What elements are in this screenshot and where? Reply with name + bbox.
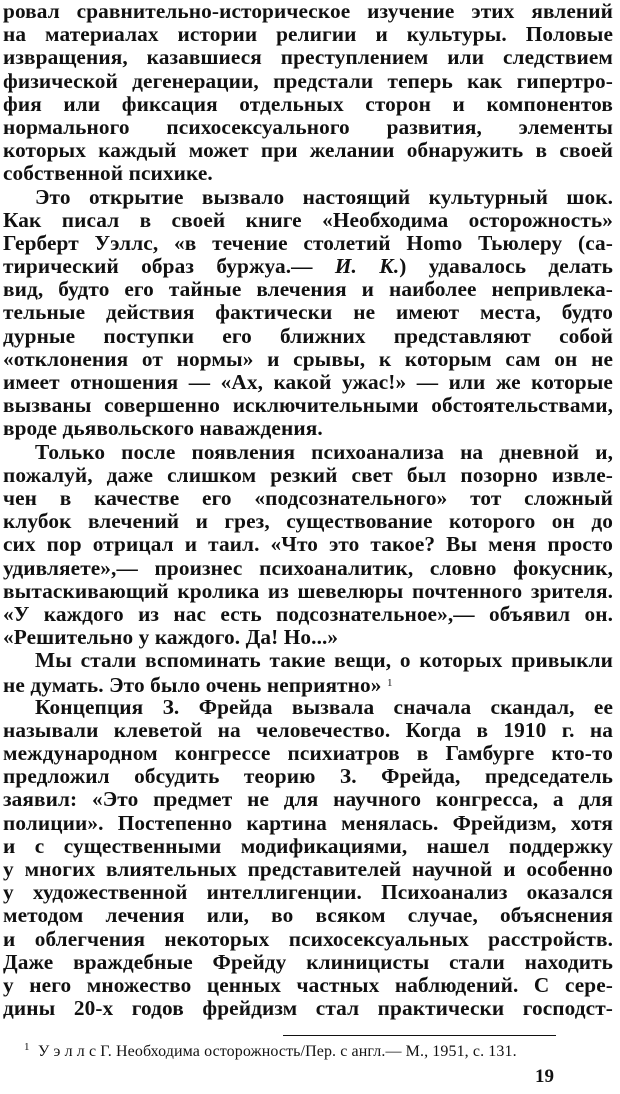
- text-line-content: вытаскивающий кролика из шевелюры почтенного зрителя.: [3, 578, 613, 603]
- text-line-content: и с существенными модификациями, нашел поддержку: [3, 833, 613, 858]
- text-line: [3, 974, 613, 997]
- text-line-content: ровал сравнительно-историческое изучение этих явлений: [3, 0, 613, 23]
- text-line-content: собственной психике.: [3, 161, 213, 186]
- text-line-content: которых каждый может при желании обнаружить в своей: [3, 138, 613, 163]
- text-line: [3, 46, 613, 69]
- text-line: [3, 93, 613, 116]
- footnote: [38, 1042, 517, 1062]
- text-line-content: тельные действия фактически не имеют места, будто: [3, 300, 613, 325]
- text-line-content: тирический образ буржуа.— И. К.) удавалось делать: [3, 254, 613, 279]
- text-line: [3, 881, 613, 904]
- text-line: [3, 232, 613, 255]
- body-text: [3, 0, 613, 1020]
- text-line: [3, 603, 613, 626]
- text-line: [3, 696, 613, 719]
- text-line-content: имеет отношения — «Ах, какой ужас!» — или же которые: [3, 370, 613, 394]
- text-line-content: удивляете»,— произнес психоаналитик, словно фокусник,: [3, 555, 613, 580]
- text-line: [3, 23, 613, 46]
- text-line: [3, 557, 613, 580]
- text-line-content: вид, будто его тайные влечения и наиболее непривлека-: [3, 277, 613, 302]
- text-line: [3, 765, 613, 788]
- text-line: [3, 719, 613, 742]
- text-line: [3, 301, 613, 324]
- text-line: [3, 278, 613, 301]
- text-line: [3, 417, 613, 440]
- text-line-content: дины 20-х годов фрейдизм стал практически господст-: [3, 996, 613, 1021]
- text-line: [3, 835, 613, 858]
- text-line: [3, 255, 613, 278]
- text-line: [3, 904, 613, 927]
- text-line: [3, 672, 613, 698]
- text-line-content: Это открытие вызвало настоящий культурный шок.: [35, 184, 613, 209]
- text-line: [3, 951, 613, 974]
- text-line: [3, 928, 613, 951]
- text-line-content: физической дегенерации, предстали теперь как гипертро-: [3, 68, 613, 93]
- text-line-content: Герберт Уэллс, «в течение столетий Homo Тьюлеру (са-: [3, 230, 613, 255]
- text-line-content: у многих влиятельных представителей научной и особенно: [3, 856, 613, 881]
- text-line: [3, 742, 613, 765]
- text-line-content: называли клеветой на человечество. Когда в 1910 г. на: [3, 717, 613, 742]
- text-line-content: полиции». Постепенно картина менялась. Фрейдизм, хотя: [3, 810, 613, 835]
- text-line: [3, 348, 613, 371]
- text-line-content: и облегчения некоторых психосексуальных расстройств.: [3, 926, 613, 951]
- text-line-content: международном конгрессе психиатров в Гамбурге кто-то: [3, 741, 613, 765]
- footnote-reference: 1: [386, 677, 393, 690]
- text-line: [3, 0, 613, 23]
- text-line: [3, 510, 613, 533]
- text-line-content: на материалах истории религии и культуры. Половые: [3, 22, 613, 47]
- text-line: [3, 487, 613, 510]
- text-line-content: Мы стали вспоминать такие вещи, о которых привыкли: [35, 648, 613, 673]
- text-line: [3, 580, 613, 603]
- page-number: 19: [535, 1066, 554, 1087]
- text-line-content: чен в качестве его «подсознательного» тот сложный: [3, 485, 613, 510]
- text-line-content: методом лечения или, во всяком случае, объяснения: [3, 903, 613, 928]
- text-line-content: нормального психосексуального развития, элементы: [3, 114, 613, 139]
- text-line: [3, 997, 613, 1020]
- text-line-content: предложил обсудить теорию З. Фрейда, председатель: [3, 764, 613, 789]
- text-line-content: клубок влечений и грез, существование которого он до: [3, 509, 613, 534]
- text-line-content: Только после появления психоанализа на дневной и,: [35, 439, 613, 464]
- text-line: [3, 649, 613, 672]
- text-line-content: вроде дьявольского наваждения.: [3, 416, 323, 441]
- text-line-content: Как писал в своей книге «Необходима осторожность»: [3, 207, 613, 232]
- text-line: [3, 441, 613, 464]
- text-line: [3, 858, 613, 881]
- text-line: [3, 209, 613, 232]
- text-line: [3, 139, 613, 162]
- text-line-content: сих пор отрицал и таил. «Что это такое? Вы меня просто: [3, 532, 613, 557]
- text-line-content: Концепция З. Фрейда вызвала сначала скандал, ее: [35, 694, 613, 719]
- text-line-content: дурные поступки его ближних представляют собой: [3, 323, 613, 348]
- text-line-content: «У каждого из нас есть подсознательное»,— объявил он.: [3, 601, 613, 626]
- text-line-content: вызваны совершенно исключительными обстоятельствами,: [3, 393, 613, 418]
- text-line-content: Даже враждебные Фрейду клиницисты стали находить: [3, 949, 613, 974]
- text-line-content: извращения, казавшиеся преступлением или следствием: [3, 45, 613, 70]
- text-line: [3, 186, 613, 209]
- text-line: [3, 626, 613, 649]
- text-line-content: заявил: «Это предмет не для научного конгресса, а для: [3, 787, 613, 812]
- footnote-divider: [283, 1035, 556, 1036]
- text-line: [3, 788, 613, 811]
- footnote-author: У э л л с Г.: [38, 1043, 112, 1060]
- text-line: [3, 162, 613, 185]
- text-line-content: пожалуй, даже слишком резкий свет был позорно извле-: [3, 462, 613, 487]
- text-line-content: не думать. Это было очень неприятно»: [3, 673, 382, 698]
- text-line: [3, 533, 613, 556]
- text-line-content: у него множество ценных частных наблюдений. С сере-: [3, 972, 613, 997]
- text-line-content: «отклонения от нормы» и срывы, к которым сам он не: [3, 346, 613, 371]
- text-line-content: «Решительно у каждого. Да! Но...»: [3, 625, 339, 650]
- text-line-content: фия или фиксация отдельных сторон и компонентов: [3, 91, 613, 116]
- footnote-text: Необходима осторожность/Пер. с англ.— М., 1951, с. 131.: [116, 1043, 517, 1060]
- footnote-marker: 1: [24, 1041, 30, 1053]
- text-line: [3, 70, 613, 93]
- text-line: [3, 394, 613, 417]
- text-line: [3, 325, 613, 348]
- text-line-content: у художественной интеллигенции. Психоанализ оказался: [3, 880, 613, 905]
- text-line: [3, 371, 613, 394]
- text-line: [3, 116, 613, 139]
- text-line: [3, 464, 613, 487]
- text-line: [3, 812, 613, 835]
